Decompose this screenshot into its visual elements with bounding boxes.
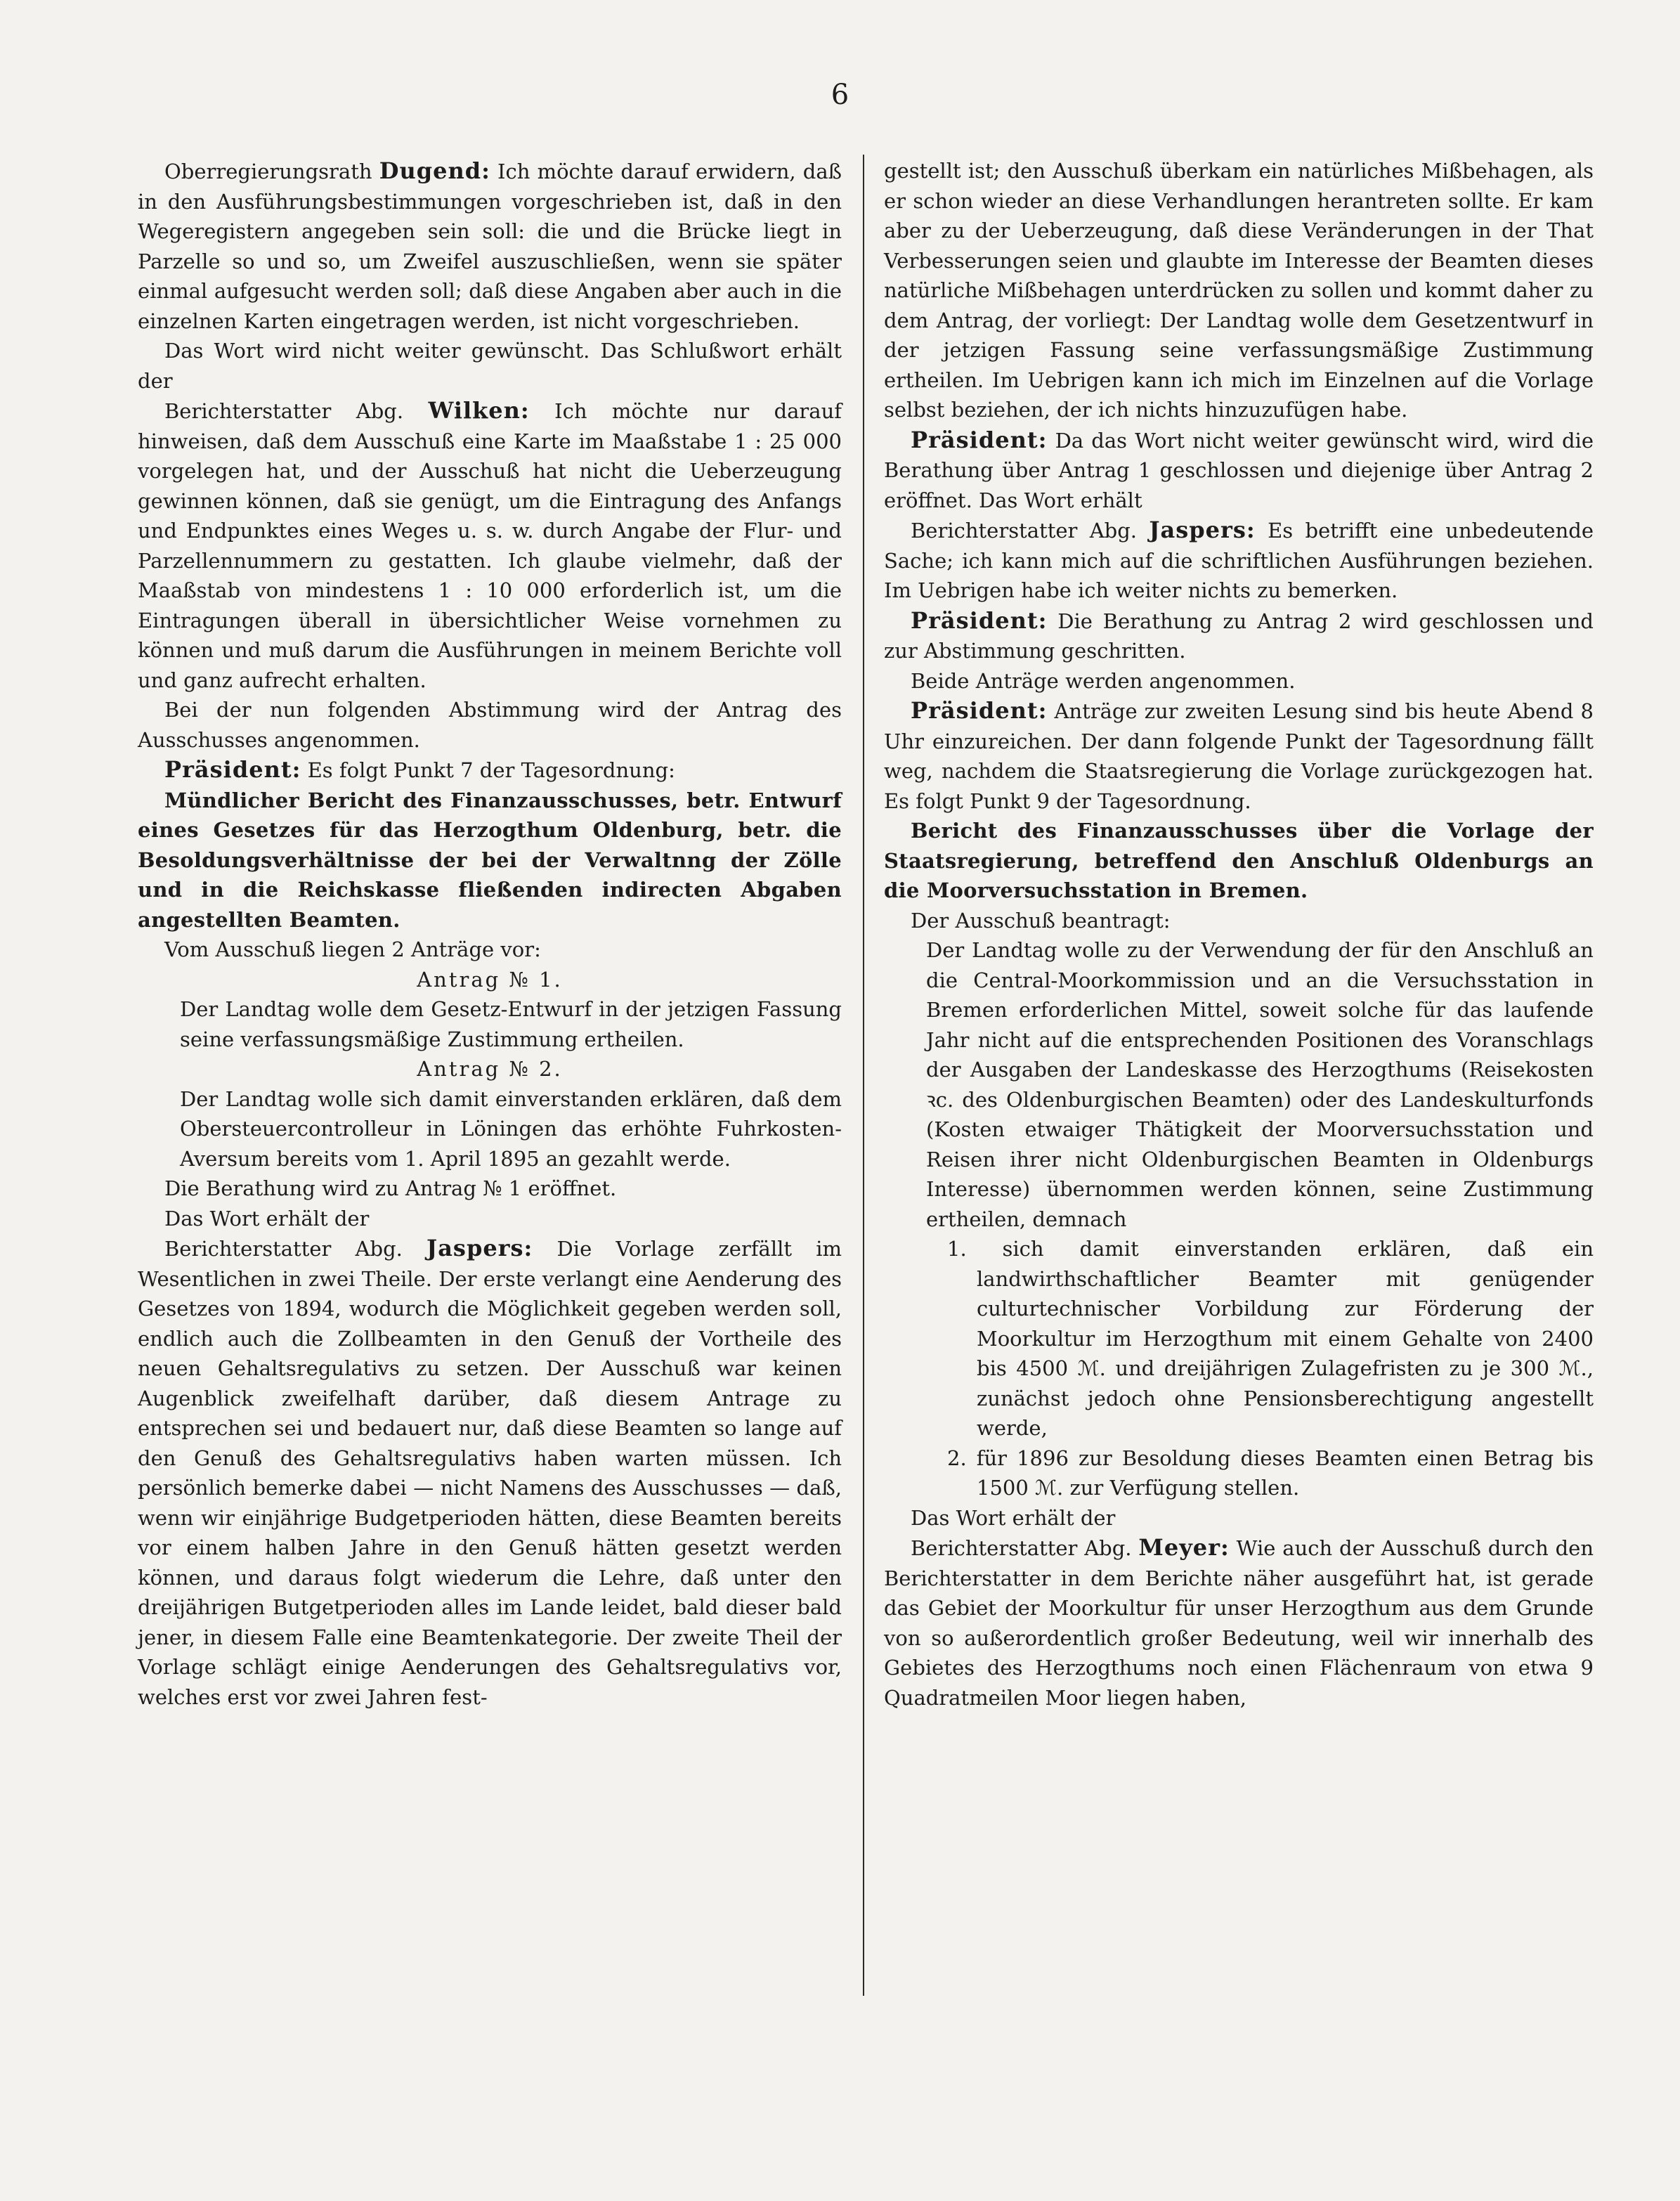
paragraph [884, 666, 1594, 696]
paragraph-text: Der Landtag wolle sich damit einverstanden erklären, daß dem Obersteuercontrolleur in Löningen das erhöhte Fuhrkosten-Aversum bereits vom 1. April 1895 an gezahlt werde. [180, 1086, 842, 1171]
paragraph-text: Vom Ausschuß liegen 2 Anträge vor: [164, 937, 541, 961]
speaker-title: Berichterstatter Abg. [911, 1536, 1139, 1560]
speaker-title: Oberregierungsrath [164, 160, 379, 183]
paragraph [884, 696, 1594, 816]
paragraph-text: Bericht des Finanzausschusses über die Vorlage der Staatsregierung, betreffend den Anschluß Oldenburgs an die Moorversuchsstation in Bremen. [884, 819, 1594, 902]
paragraph-text: Da das Wort nicht weiter gewünscht wird, wird die Berathung über Antrag 1 geschlossen und diejenige über Antrag 2 eröffnet. Das Wort erhält [884, 428, 1594, 512]
paragraph [138, 336, 842, 396]
paragraph-text: Anträge zur zweiten Lesung sind bis heute Abend 8 Uhr einzureichen. Der dann folgende Punkt der Tagesordnung fällt weg, nachdem die Staatsregierung die Vorlage zurückgezogen hat. Es folgt Punkt 9 der Tagesordnung. [884, 699, 1594, 813]
paragraph-text: Die Berathung wird zu Antrag № 1 eröffnet. [164, 1176, 617, 1200]
paragraph [884, 1533, 1594, 1713]
speaker-name: Präsident: [911, 426, 1048, 453]
speaker-name: Wilken: [428, 397, 530, 424]
paragraph [884, 906, 1594, 936]
paragraph-text: Ich möchte nur darauf hinweisen, daß dem Ausschuß eine Karte im Maaßstabe 1 : 25 000 vorgelegen hat, und der Ausschuß hat nicht die Ueberzeugung gewinnen können, daß sie genügt, um die Eintragung des Anfangs und Endpunktes eines Weges u. s. w. durch Angabe der Flur- und Parzellennummern zu gestatten. Ich glaube vielmehr, daß der Maaßstab von mindestens 1 : 10 000 erforderlich ist, um die Eintragungen überall in übersichtlicher Weise vornehmen zu können und muß darum die Ausführungen in meinem Berichte voll und ganz aufrecht erhalten. [138, 399, 842, 692]
paragraph [138, 396, 842, 695]
paragraph-text: Der Ausschuß beantragt: [911, 908, 1171, 933]
left-column [138, 156, 842, 1712]
paragraph-text: Antrag № 2. [417, 1057, 563, 1081]
speaker-title: Berichterstatter Abg. [164, 399, 429, 423]
speaker-name: Präsident: [911, 606, 1048, 634]
speaker-name: Präsident: [911, 697, 1048, 724]
paragraph [138, 1174, 842, 1204]
speaker-name: Jaspers: [1149, 517, 1256, 543]
paragraph-text: Wie auch der Ausschuß durch den Berichterstatter in dem Berichte näher ausgeführt hat, ist gerade das Gebiet der Moorkultur für unser Herzogthum aus dem Grunde von so außerordentlich großer Bedeutung, weil wir innerhalb des Gebietes des Herzogthums noch einen Flächenraum von etwa 9 Quadratmeilen Moor liegen haben, [884, 1536, 1594, 1710]
paragraph [138, 1204, 842, 1234]
paragraph [138, 1054, 842, 1084]
paragraph-text: Der Landtag wolle dem Gesetz-Entwurf in der jetzigen Fassung seine verfassungsmäßige Zustimmung ertheilen. [180, 997, 842, 1051]
speaker-name: Präsident: [164, 756, 301, 783]
paragraph-text: 2. für 1896 zur Besoldung dieses Beamten einen Betrag bis 1500 ℳ. zur Verfügung stellen. [947, 1446, 1594, 1500]
paragraph [138, 1233, 842, 1712]
paragraph [138, 695, 842, 755]
right-column [884, 156, 1594, 1713]
speaker-name: Jaspers: [426, 1235, 533, 1261]
paragraph [884, 935, 1594, 1234]
paragraph [138, 965, 842, 995]
paragraph-text: Die Vorlage zerfällt im Wesentlichen in zwei Theile. Der erste verlangt eine Aenderung des Gesetzes von 1894, wodurch die Möglichkeit gegeben werden soll, endlich auch die Zollbeamten in den Genuß der Vortheile des neuen Gehaltsregulativs zu setzen. Der Ausschuß war keinen Augenblick zweifelhaft darüber, daß diesem Antrage zu entsprechen sei und bedauert nur, daß diese Beamten so lange auf den Genuß des Gehaltsregulativs haben warten müssen. Ich persönlich bemerke dabei — nicht Namens des Ausschusses — daß, wenn wir einjährige Budgetperioden hätten, diese Beamten bereits vor einem halben Jahre in den Genuß hätten gesetzt werden können, und daraus folgt wiederum die Lehre, daß unter den dreijährigen Butgetperioden alles im Lande leidet, bald dieser bald jener, in diesem Falle eine Beamtenkategorie. Der zweite Theil der Vorlage schlägt einige Aenderungen des Gehaltsregulativs vor, welches erst vor zwei Jahren fest- [138, 1237, 842, 1709]
speaker-name: Meyer: [1138, 1534, 1230, 1561]
paragraph-text: Die Berathung zu Antrag 2 wird geschlossen und zur Abstimmung geschritten. [884, 609, 1594, 663]
paragraph-text: gestellt ist; den Ausschuß überkam ein natürliches Mißbehagen, als er schon wieder an diese Verhandlungen herantreten sollte. Er kam aber zu der Ueberzeugung, daß diese Veränderungen in der That Verbesserungen seien und glaubte im Interesse der Beamten dieses natürliche Mißbehagen unterdrücken zu sollen und kommt daher zu dem Antrag, der vorliegt: Der Landtag wolle dem Gesetzentwurf in der jetzigen Fassung seine verfassungsmäßige Zustimmung ertheilen. Im Uebrigen kann ich mich im Einzelnen auf die Vorlage selbst beziehen, der ich nichts hinzuzufügen habe. [884, 159, 1594, 422]
paragraph-text: Das Wort erhält der [164, 1206, 370, 1231]
paragraph [884, 1503, 1594, 1533]
paragraph [138, 935, 842, 965]
paragraph-text: Antrag № 1. [417, 967, 563, 992]
paragraph [138, 994, 842, 1054]
paragraph [138, 156, 842, 336]
paragraph-text: Der Landtag wolle zu der Verwendung der für den Anschluß an die Central-Moorkommission und an die Versuchsstation in Bremen erforderlichen Mittel, soweit solche für das laufende Jahr nicht auf die entsprechenden Positionen des Voranschlags der Ausgaben der Landeskasse des Herzogthums (Reisekosten ꝛc. des Oldenburgischen Beamten) oder des Landeskulturfonds (Kosten etwaiger Thätigkeit der Moorversuchsstation und Reisen ihrer nicht Oldenburgischen Beamten in Oldenburgs Interesse) übernommen werden können, seine Zustimmung ertheilen, demnach [926, 938, 1594, 1231]
paragraph [884, 1234, 1594, 1443]
paragraph [884, 515, 1594, 606]
paragraph [884, 606, 1594, 666]
column-divider [863, 155, 864, 1996]
speaker-name: Dugend: [379, 157, 490, 184]
speaker-title: Berichterstatter Abg. [164, 1237, 427, 1261]
paragraph-text: Es folgt Punkt 7 der Tagesordnung: [301, 758, 675, 782]
paragraph [884, 816, 1594, 906]
paragraph-text: Das Wort erhält der [911, 1505, 1116, 1530]
paragraph-text: Es betrifft eine unbedeutende Sache; ich kann mich auf die schriftlichen Ausführungen beziehen. Im Uebrigen habe ich weiter nichts zu bemerken. [884, 519, 1594, 602]
paragraph-text: Beide Anträge werden angenommen. [911, 668, 1296, 693]
paragraph-text: Das Wort wird nicht weiter gewünscht. Das Schlußwort erhält der [138, 339, 842, 393]
speaker-title: Berichterstatter Abg. [911, 519, 1150, 543]
paragraph [884, 425, 1594, 516]
paragraph [884, 156, 1594, 425]
paragraph-text: Bei der nun folgenden Abstimmung wird der Antrag des Ausschusses angenommen. [138, 698, 842, 752]
paragraph-text: Mündlicher Bericht des Finanzausschusses, betr. Entwurf eines Gesetzes für das Herzogthum Oldenburg, betr. die Besoldungsverhältnisse der bei der Verwaltnng der Zölle und in die Reichskasse fließenden indirecten Abgaben angestellten Beamten. [138, 788, 842, 932]
paragraph [138, 1084, 842, 1174]
paragraph-text: 1. sich damit einverstanden erklären, daß ein landwirthschaftlicher Beamter mit genügender culturtechnischer Vorbildung zur Förderung der Moorkultur im Herzogthum mit einem Gehalte von 2400 bis 4500 ℳ. und dreijährigen Zulagefristen zu je 300 ℳ., zunächst jedoch ohne Pensionsberechtigung angestellt werde, [947, 1237, 1594, 1440]
paragraph [138, 755, 842, 786]
paragraph [884, 1443, 1594, 1503]
page-number: 6 [831, 79, 849, 111]
paragraph-text: Ich möchte darauf erwidern, daß in den Ausführungsbestimmungen vorgeschrieben ist, daß in den Wegeregistern angegeben sein soll: die und die Brücke liegt in Parzelle so und so, um Zweifel auszuschließen, wenn sie später einmal aufgesucht werden soll; daß diese Angaben aber auch in die einzelnen Karten eingetragen werden, ist nicht vorgeschrieben. [138, 160, 842, 333]
paragraph [138, 786, 842, 935]
